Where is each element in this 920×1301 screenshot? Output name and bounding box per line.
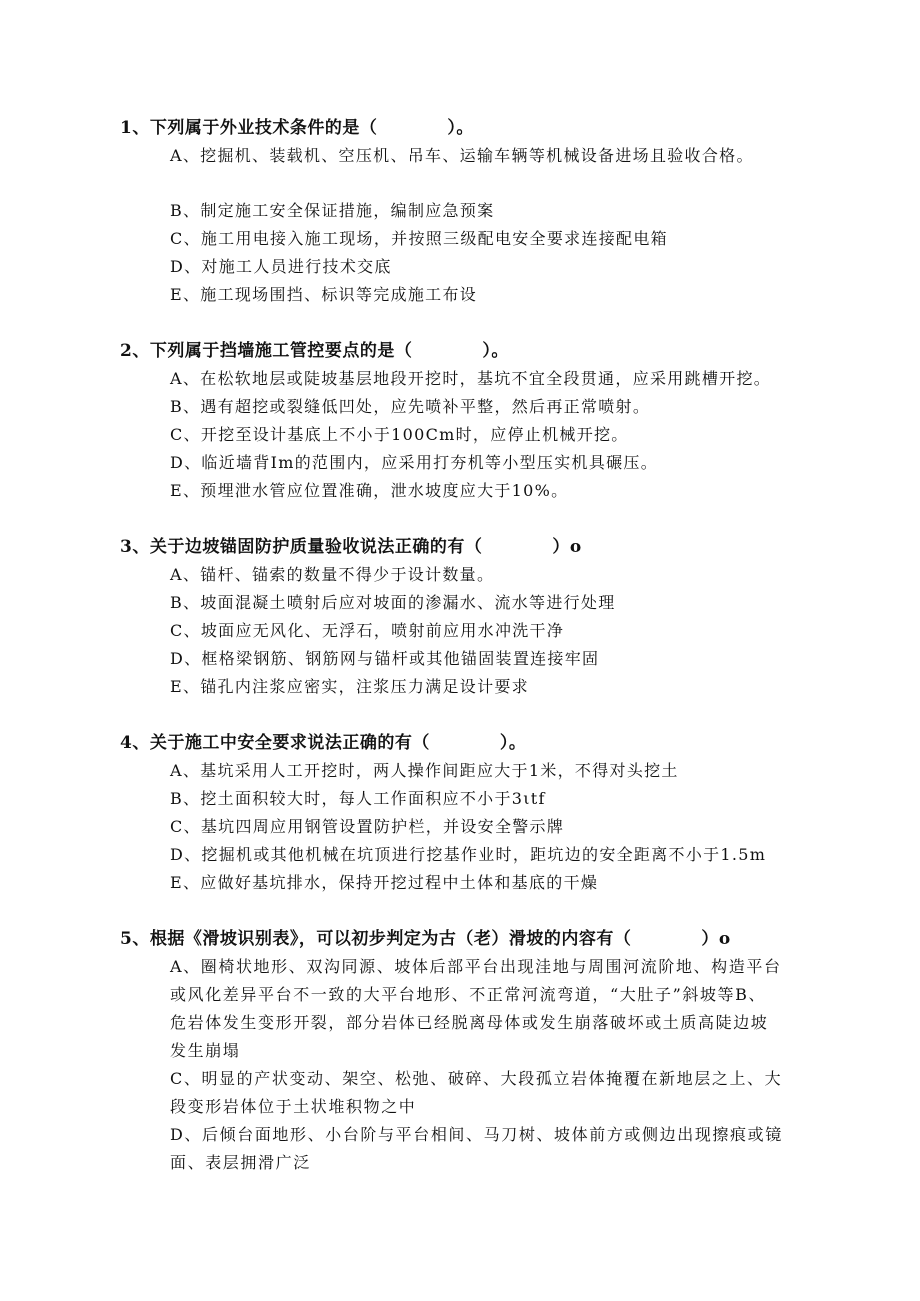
- option-b: B、挖土面积较大时，每人工作面积应不小于3ιtf: [170, 789, 546, 808]
- question-stem: 1、下列属于外业技术条件的是（ ）。: [120, 118, 474, 138]
- question-stem: 2、下列属于挡墙施工管控要点的是（ ）。: [120, 341, 509, 361]
- question-stem: 4、关于施工中安全要求说法正确的有（ ）。: [120, 733, 527, 753]
- option-b: B、坡面混凝土喷射后应对坡面的渗漏水、流水等进行处理: [170, 593, 616, 612]
- option-c: C、施工用电接入施工现场，并按照三级配电安全要求连接配电箱: [170, 229, 668, 248]
- option-b: B、制定施工安全保证措施，编制应急预案: [170, 201, 495, 220]
- option-a: A、挖掘机、装载机、空压机、吊车、运输车辆等机械设备进场且验收合格。: [170, 146, 754, 165]
- option-e: E、锚孔内注浆应密实，注浆压力满足设计要求: [170, 677, 529, 696]
- option-d: D、临近墙背Im的范围内，应采用打夯机等小型压实机具碾压。: [170, 453, 659, 472]
- question-stem: 5、根据《滑坡识别表》，可以初步判定为古（老）滑坡的内容有（ ）o: [120, 929, 731, 949]
- option-c: C、开挖至设计基底上不小于100Cm时，应停止机械开挖。: [170, 425, 629, 444]
- option-d: D、对施工人员进行技术交底: [170, 257, 392, 276]
- option-a: A、锚杆、锚索的数量不得少于设计数量。: [170, 565, 495, 584]
- option-d: D、框格梁钢筋、钢筋网与锚杆或其他锚固装置连接牢固: [170, 649, 600, 668]
- option-d-continued: 面、表层拥滑广泛: [170, 1153, 311, 1172]
- option-b: B、遇有超挖或裂缝低凹处，应先喷补平整，然后再正常喷射。: [170, 397, 651, 416]
- option-c: C、坡面应无风化、无浮石，喷射前应用水冲洗干净: [170, 621, 565, 640]
- option-c: C、明显的产状变动、架空、松弛、破碎、大段孤立岩体掩覆在新地层之上、大: [170, 1069, 783, 1088]
- option-e: E、施工现场围挡、标识等完成施工布设: [170, 285, 478, 304]
- option-a: A、在松软地层或陡坡基层地段开挖时，基坑不宜全段贯通，应采用跳槽开挖。: [170, 369, 772, 388]
- option-a-continued: 或风化差异平台不一致的大平台地形、不正常河流弯道，“大肚子”斜坡等B、: [170, 985, 767, 1004]
- option-c-continued: 段变形岩体位于土状堆积物之中: [170, 1097, 417, 1116]
- option-a: A、基坑采用人工开挖时，两人操作间距应大于1米，不得对头挖土: [170, 761, 679, 780]
- option-d: D、挖掘机或其他机械在坑顶进行挖基作业时，距坑边的安全距离不小于1.5m: [170, 845, 767, 864]
- option-b-continued: 发生崩塌: [170, 1041, 241, 1060]
- option-e: E、预埋泄水管应位置准确，泄水坡度应大于10%。: [170, 481, 569, 500]
- option-d: D、后倾台面地形、小台阶与平台相间、马刀树、坡体前方或侧边出现擦痕或镜: [170, 1125, 783, 1144]
- option-e: E、应做好基坑排水，保持开挖过程中土体和基底的干燥: [170, 873, 599, 892]
- option-a: A、圈椅状地形、双沟同源、坡体后部平台出现洼地与周围河流阶地、构造平台: [170, 957, 782, 976]
- option-c: C、基坑四周应用钢管设置防护栏，并设安全警示牌: [170, 817, 565, 836]
- option-b: 危岩体发生变形开裂，部分岩体已经脱离母体或发生崩落破坏或土质高陡边坡: [170, 1013, 769, 1032]
- question-stem: 3、关于边坡锚固防护质量验收说法正确的有（ ）o: [120, 537, 582, 557]
